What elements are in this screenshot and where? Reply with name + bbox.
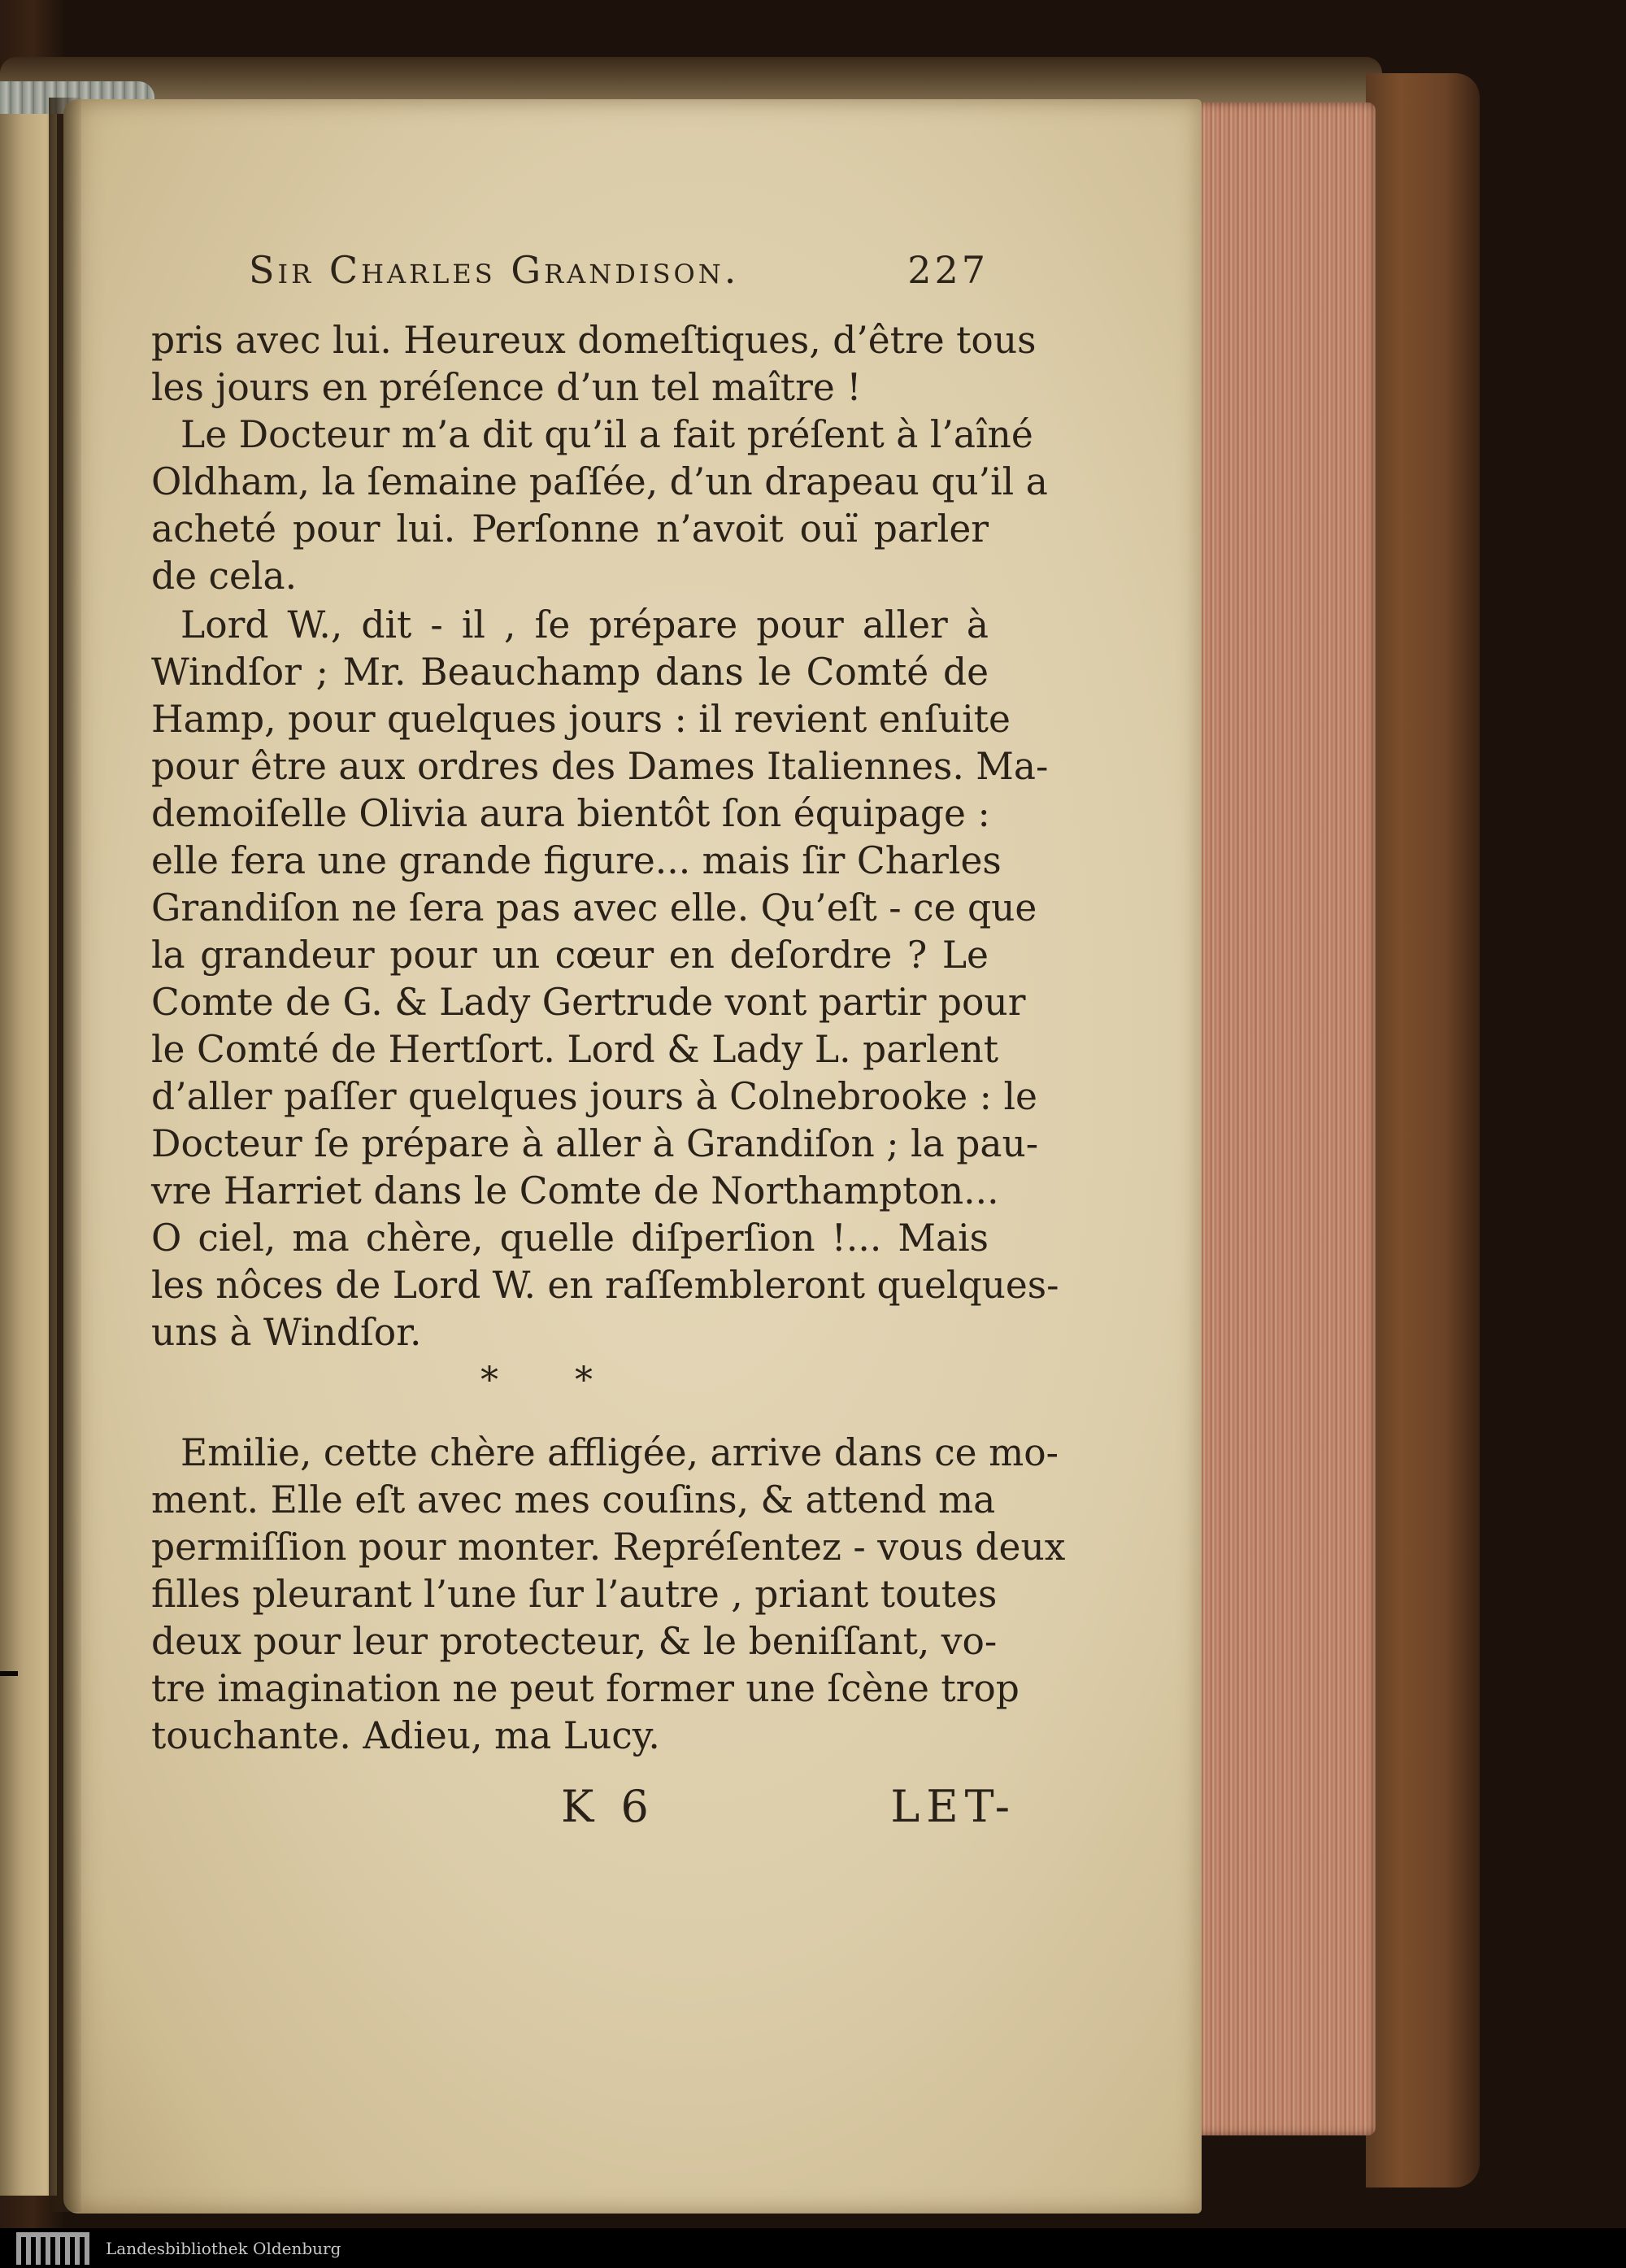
text-line: Hamp, pour quelques jours : il revient enſuite <box>151 698 1011 741</box>
text-line: touchante. Adieu, ma Lucy. <box>151 1714 660 1757</box>
text-line: pris avec lui. Heureux domeſtiques, d’être tous <box>151 319 1037 362</box>
page-number: 227 <box>907 248 989 292</box>
text-line: pour être aux ordres des Dames Italiennes. Ma- <box>151 745 1049 788</box>
margin-marker <box>0 1671 18 1676</box>
text-line: d’aller paſſer quelques jours à Colnebrooke : le <box>151 1075 1037 1118</box>
text-line: Grandiſon ne ſera pas avec elle. Qu’eſt - ce que <box>151 886 1037 929</box>
text-line: permiſſion pour monter. Repréſentez - vous deux <box>151 1526 1066 1569</box>
text-line: les jours en préſence d’un tel maître ! <box>151 366 862 409</box>
library-label: Landesbibliothek Oldenburg <box>106 2238 341 2258</box>
page-edges <box>1189 102 1376 2135</box>
text-line: deux pour leur protecteur, & le beniſſant, vo- <box>151 1620 998 1663</box>
text-line: Le Docteur m’a dit qu’il a fait préſent à l’aîné <box>180 413 1033 456</box>
library-bar <box>0 2228 1626 2268</box>
section-separator: * * <box>480 1360 625 1401</box>
text-line: les nôces de Lord W. en raſſembleront quelques- <box>151 1264 1059 1307</box>
text-line: ment. Elle eſt avec mes couſins, & attend ma <box>151 1478 996 1521</box>
text-line: Oldham, la ſemaine paſſée, d’un drapeau qu’il a <box>151 460 1048 503</box>
signature-mark: K 6 <box>561 1781 655 1832</box>
running-title: Sir Charles Grandison. <box>249 248 740 292</box>
text-line: uns à Windſor. <box>151 1311 422 1354</box>
text-line: Emilie, cette chère affligée, arrive dans ce mo- <box>180 1431 1059 1474</box>
text-line: la grandeur pour un cœur en deſordre ? Le <box>151 934 989 977</box>
spine-shadow <box>49 98 81 2212</box>
text-line: Docteur ſe prépare à aller à Grandiſon ; la pau- <box>151 1122 1039 1165</box>
text-line: de cela. <box>151 555 298 598</box>
text-line: vre Harriet dans le Comte de Northampton... <box>151 1169 999 1212</box>
text-line: Lord W., dit - il , ſe prépare pour aller à <box>180 603 989 646</box>
text-line: O ciel, ma chère, quelle diſperſion !... Mais <box>151 1217 989 1260</box>
text-line: acheté pour lui. Perſonne n’avoit ouï parler <box>151 507 989 551</box>
text-line: Comte de G. & Lady Gertrude vont partir pour <box>151 981 1026 1024</box>
book-cover-edge <box>1366 73 1480 2187</box>
catchword: LET- <box>890 1781 1016 1832</box>
text-line: Windſor ; Mr. Beauchamp dans le Comté de <box>151 651 989 694</box>
text-line: le Comté de Hertſort. Lord & Lady L. parlent <box>151 1028 999 1071</box>
library-logo-icon <box>16 2232 89 2265</box>
text-line: demoiſelle Olivia aura bientôt ſon équipage : <box>151 792 990 835</box>
text-line: tre imagination ne peut former une ſcène trop <box>151 1667 1020 1710</box>
page-footer <box>561 1781 1016 1838</box>
running-head <box>249 248 989 300</box>
text-line: elle fera une grande figure... mais ſir Charles <box>151 839 1002 882</box>
text-line: filles pleurant l’une ſur l’autre , priant toutes <box>151 1573 998 1616</box>
